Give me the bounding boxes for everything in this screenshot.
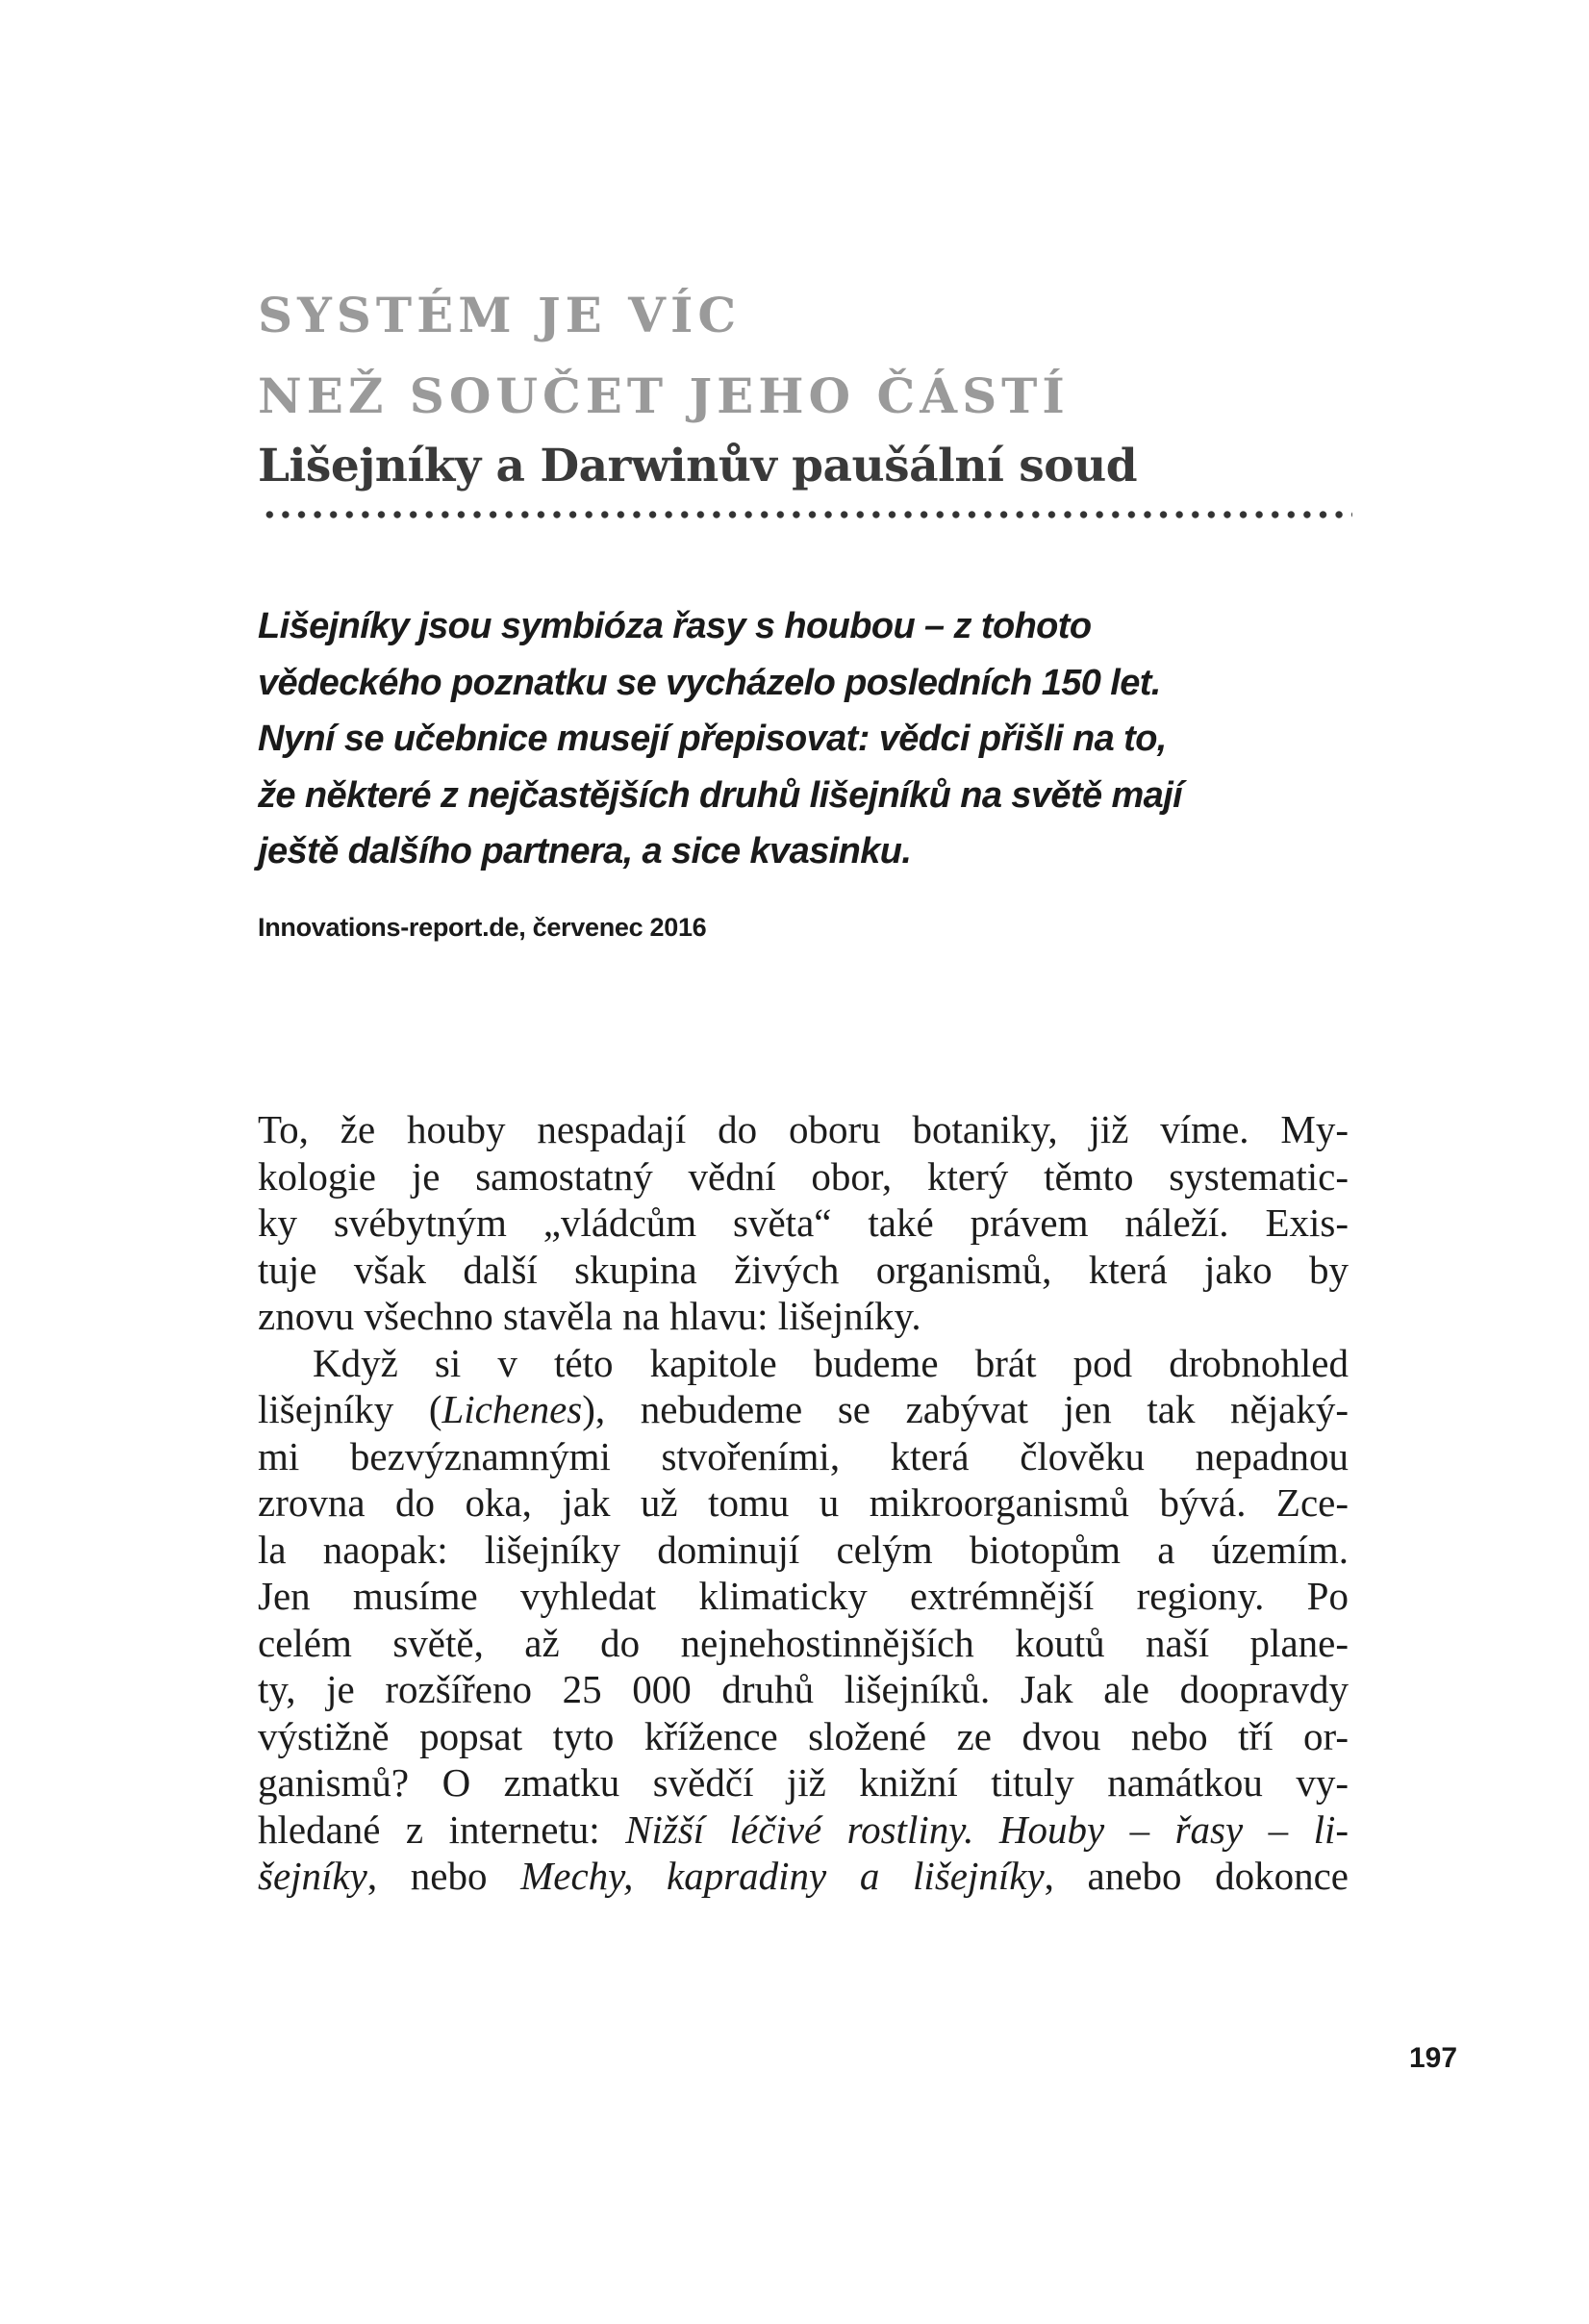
- epigraph-line: vědeckého poznatku se vycházelo posledních 150 let.: [258, 662, 1161, 703]
- italic-book-title: šejníky: [258, 1854, 367, 1898]
- chapter-title-line-1: SYSTÉM JE VÍC: [258, 286, 742, 343]
- body-line: [258, 1806, 1349, 1854]
- epigraph-line: že některé z nejčastějších druhů lišejníků na světě mají: [258, 774, 1183, 816]
- body-line: výstižně popsat tyto křížence složené ze dvou nebo tří or-: [258, 1713, 1349, 1758]
- text-run: ), nebudeme se zabývat jen tak nějaký-: [582, 1387, 1349, 1431]
- chapter-subtitle: Lišejníky a Darwinův paušální soud: [258, 440, 1138, 493]
- text-run: , anebo dokonce: [1044, 1854, 1349, 1898]
- italic-term: Lichenes: [441, 1387, 583, 1431]
- chapter-title: [258, 275, 1364, 437]
- epigraph-line: Nyní se učebnice musejí přepisovat: vědci přišli na to,: [258, 719, 1167, 760]
- body-line: ky svébytným „vládcům světa“ také právem náleží. Exis-: [258, 1200, 1349, 1245]
- body-line: tuje však další skupina živých organismů, která jako by: [258, 1247, 1349, 1292]
- body-text: [258, 1106, 1349, 1900]
- chapter-title-line-2: NEŽ SOUČET JEHO ČÁSTÍ: [258, 366, 1070, 424]
- text-run: , nebo: [366, 1854, 521, 1898]
- body-line: Jen musíme vyhledat klimaticky extrémnější regiony. Po: [258, 1574, 1349, 1618]
- italic-book-title: Nižší léčivé rostliny. Houby – řasy – li-: [625, 1806, 1349, 1852]
- epigraph: [258, 598, 1364, 880]
- body-line: [258, 1853, 1349, 1900]
- body-line: kologie je samostatný vědní obor, který těmto systematic-: [258, 1153, 1349, 1199]
- dotted-divider: [262, 510, 1352, 519]
- body-line: mi bezvýznamnými stvořeními, která člověku nepadnou: [258, 1433, 1349, 1478]
- body-line: znovu všechno stavěla na hlavu: lišejníky.: [258, 1294, 921, 1338]
- body-line: zrovna do oka, jak už tomu u mikroorganismů bývá. Zce-: [258, 1480, 1349, 1525]
- page-number: 197: [1409, 2042, 1458, 2074]
- body-line: la naopak: lišejníky dominují celým biotopům a územím.: [258, 1527, 1349, 1572]
- body-line: [258, 1386, 1349, 1433]
- body-line: ganismů? O zmatku svědčí již knižní tituly namátkou vy-: [258, 1760, 1349, 1805]
- body-line: To, že houby nespadají do oboru botaniky, již víme. My-: [258, 1107, 1349, 1151]
- italic-book-title: Mechy, kapradiny a lišejníky: [520, 1854, 1045, 1898]
- body-line: ty, je rozšířeno 25 000 druhů lišejníků. Jak ale doopravdy: [258, 1667, 1349, 1711]
- text-run: lišejníky (: [258, 1387, 442, 1431]
- body-line: celém světě, až do nejnehostinnějších koutů naší plane-: [258, 1620, 1349, 1665]
- text-run: hledané z internetu:: [258, 1806, 626, 1852]
- epigraph-line: ještě dalšího partnera, a sice kvasinku.: [258, 831, 912, 872]
- epigraph-source: Innovations-report.de, červenec 2016: [258, 913, 707, 942]
- body-line: Když si v této kapitole budeme brát pod drobnohled: [313, 1340, 1349, 1385]
- epigraph-line: Lišejníky jsou symbióza řasy s houbou – z tohoto: [258, 606, 1092, 646]
